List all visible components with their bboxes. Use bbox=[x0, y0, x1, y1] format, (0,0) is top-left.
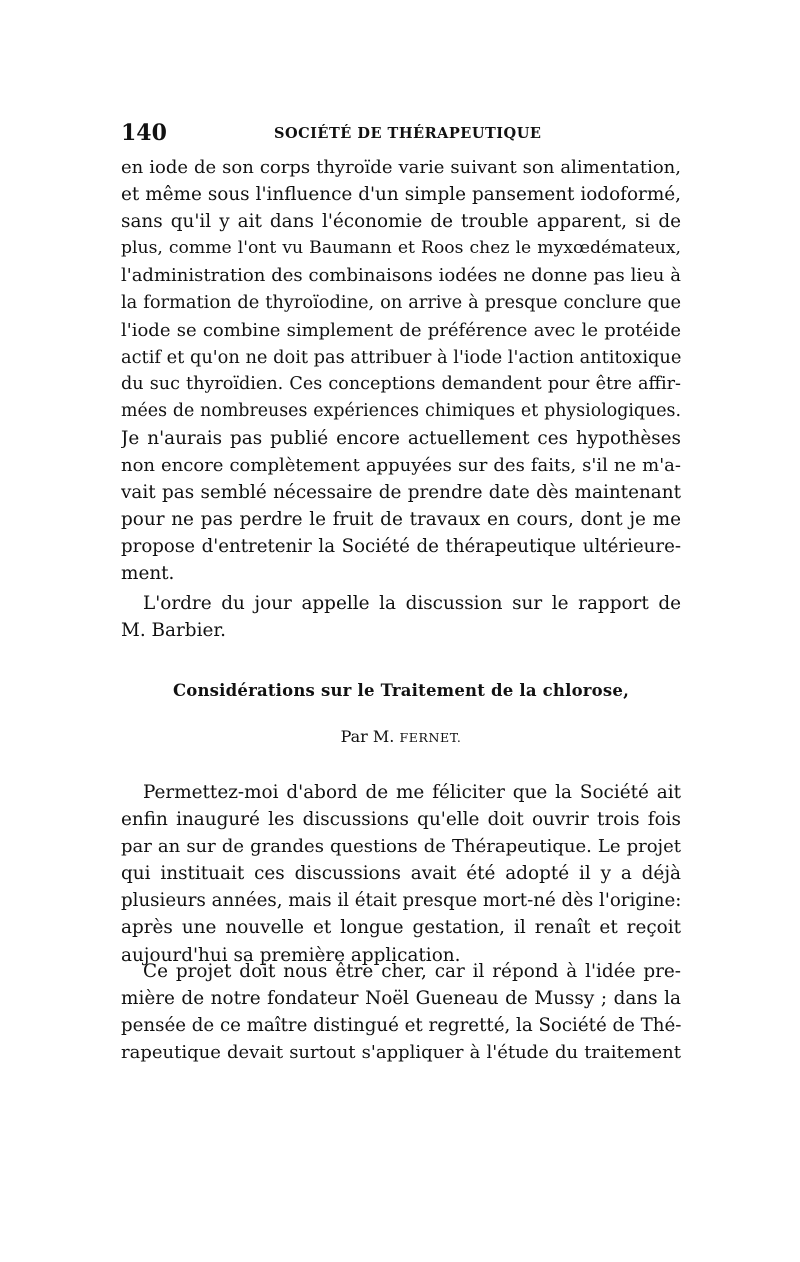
text-line: mière de notre fondateur Noël Gueneau de Mussy ; dans la bbox=[121, 988, 681, 1010]
fernet-paragraph-1 bbox=[121, 779, 681, 969]
author-name: FERNET. bbox=[399, 730, 462, 745]
text-line: pour ne pas perdre le fruit de travaux en cours, dont je me bbox=[121, 509, 681, 531]
agenda-paragraph bbox=[121, 590, 681, 644]
author-prefix: Par M. bbox=[340, 727, 400, 746]
text-line: après une nouvelle et longue gestation, il renaît et reçoit bbox=[121, 917, 681, 939]
text-line: et même sous l'influence d'un simple pansement iodoformé, bbox=[121, 184, 681, 206]
text-line: Ce projet doit nous être cher, car il répond à l'idée pre- bbox=[143, 961, 681, 982]
continuation-paragraph bbox=[121, 154, 681, 588]
page-number: 140 bbox=[121, 120, 167, 146]
text-line: plus, comme l'ont vu Baumann et Roos chez le myxœdémateux, bbox=[121, 238, 681, 259]
text-line: plusieurs années, mais il était presque mort-né dès l'origine: bbox=[121, 890, 681, 912]
text-line: pensée de ce maître distingué et regretté, la Société de Thé- bbox=[121, 1015, 681, 1037]
section-heading: Considérations sur le Traitement de la chlorose, bbox=[172, 681, 630, 700]
text-line: sans qu'il y ait dans l'économie de trouble apparent, si de bbox=[121, 211, 681, 233]
text-line: enfin inauguré les discussions qu'elle doit ouvrir trois fois bbox=[121, 809, 681, 831]
fernet-paragraph-2 bbox=[121, 958, 681, 1066]
text-line: la formation de thyroïodine, on arrive à presque conclure que bbox=[121, 292, 681, 314]
text-line: non encore complètement appuyées sur des faits, s'il ne m'a- bbox=[121, 455, 681, 477]
text-line: par an sur de grandes questions de Thérapeutique. Le projet bbox=[121, 836, 681, 858]
text-line: M. Barbier. bbox=[121, 620, 226, 642]
text-line: actif et qu'on ne doit pas attribuer à l'iode l'action antitoxique bbox=[121, 346, 681, 368]
text-line: mées de nombreuses expériences chimiques et physiologiques. bbox=[121, 400, 681, 421]
text-line: en iode de son corps thyroïde varie suivant son alimentation, bbox=[121, 157, 681, 178]
text-line: qui instituait ces discussions avait été adopté il y a déjà bbox=[121, 863, 681, 885]
text-line: propose d'entretenir la Société de thérapeutique ultérieure- bbox=[121, 536, 681, 558]
running-head bbox=[121, 118, 681, 148]
text-line: ment. bbox=[121, 563, 175, 585]
text-line: aujourd'hui sa première application. bbox=[121, 944, 461, 966]
text-line: du suc thyroïdien. Ces conceptions demandent pour être affir- bbox=[121, 373, 681, 394]
text-line: rapeutique devait surtout s'appliquer à l'étude du traitement bbox=[121, 1042, 681, 1064]
text-line: L'ordre du jour appelle la discussion sur le rapport de bbox=[143, 593, 681, 614]
text-line: l'administration des combinaisons iodées ne donne pas lieu à bbox=[121, 265, 681, 287]
journal-title: SOCIÉTÉ DE THÉRAPEUTIQUE bbox=[274, 125, 542, 142]
text-line: vait pas semblé nécessaire de prendre date dès maintenant bbox=[121, 482, 681, 504]
text-line: l'iode se combine simplement de préférence avec le protéide bbox=[121, 319, 681, 341]
text-line: Permettez-moi d'abord de me féliciter que la Société ait bbox=[143, 782, 681, 803]
text-line: Je n'aurais pas publié encore actuellement ces hypothèses bbox=[121, 427, 681, 449]
author-line bbox=[121, 724, 681, 751]
